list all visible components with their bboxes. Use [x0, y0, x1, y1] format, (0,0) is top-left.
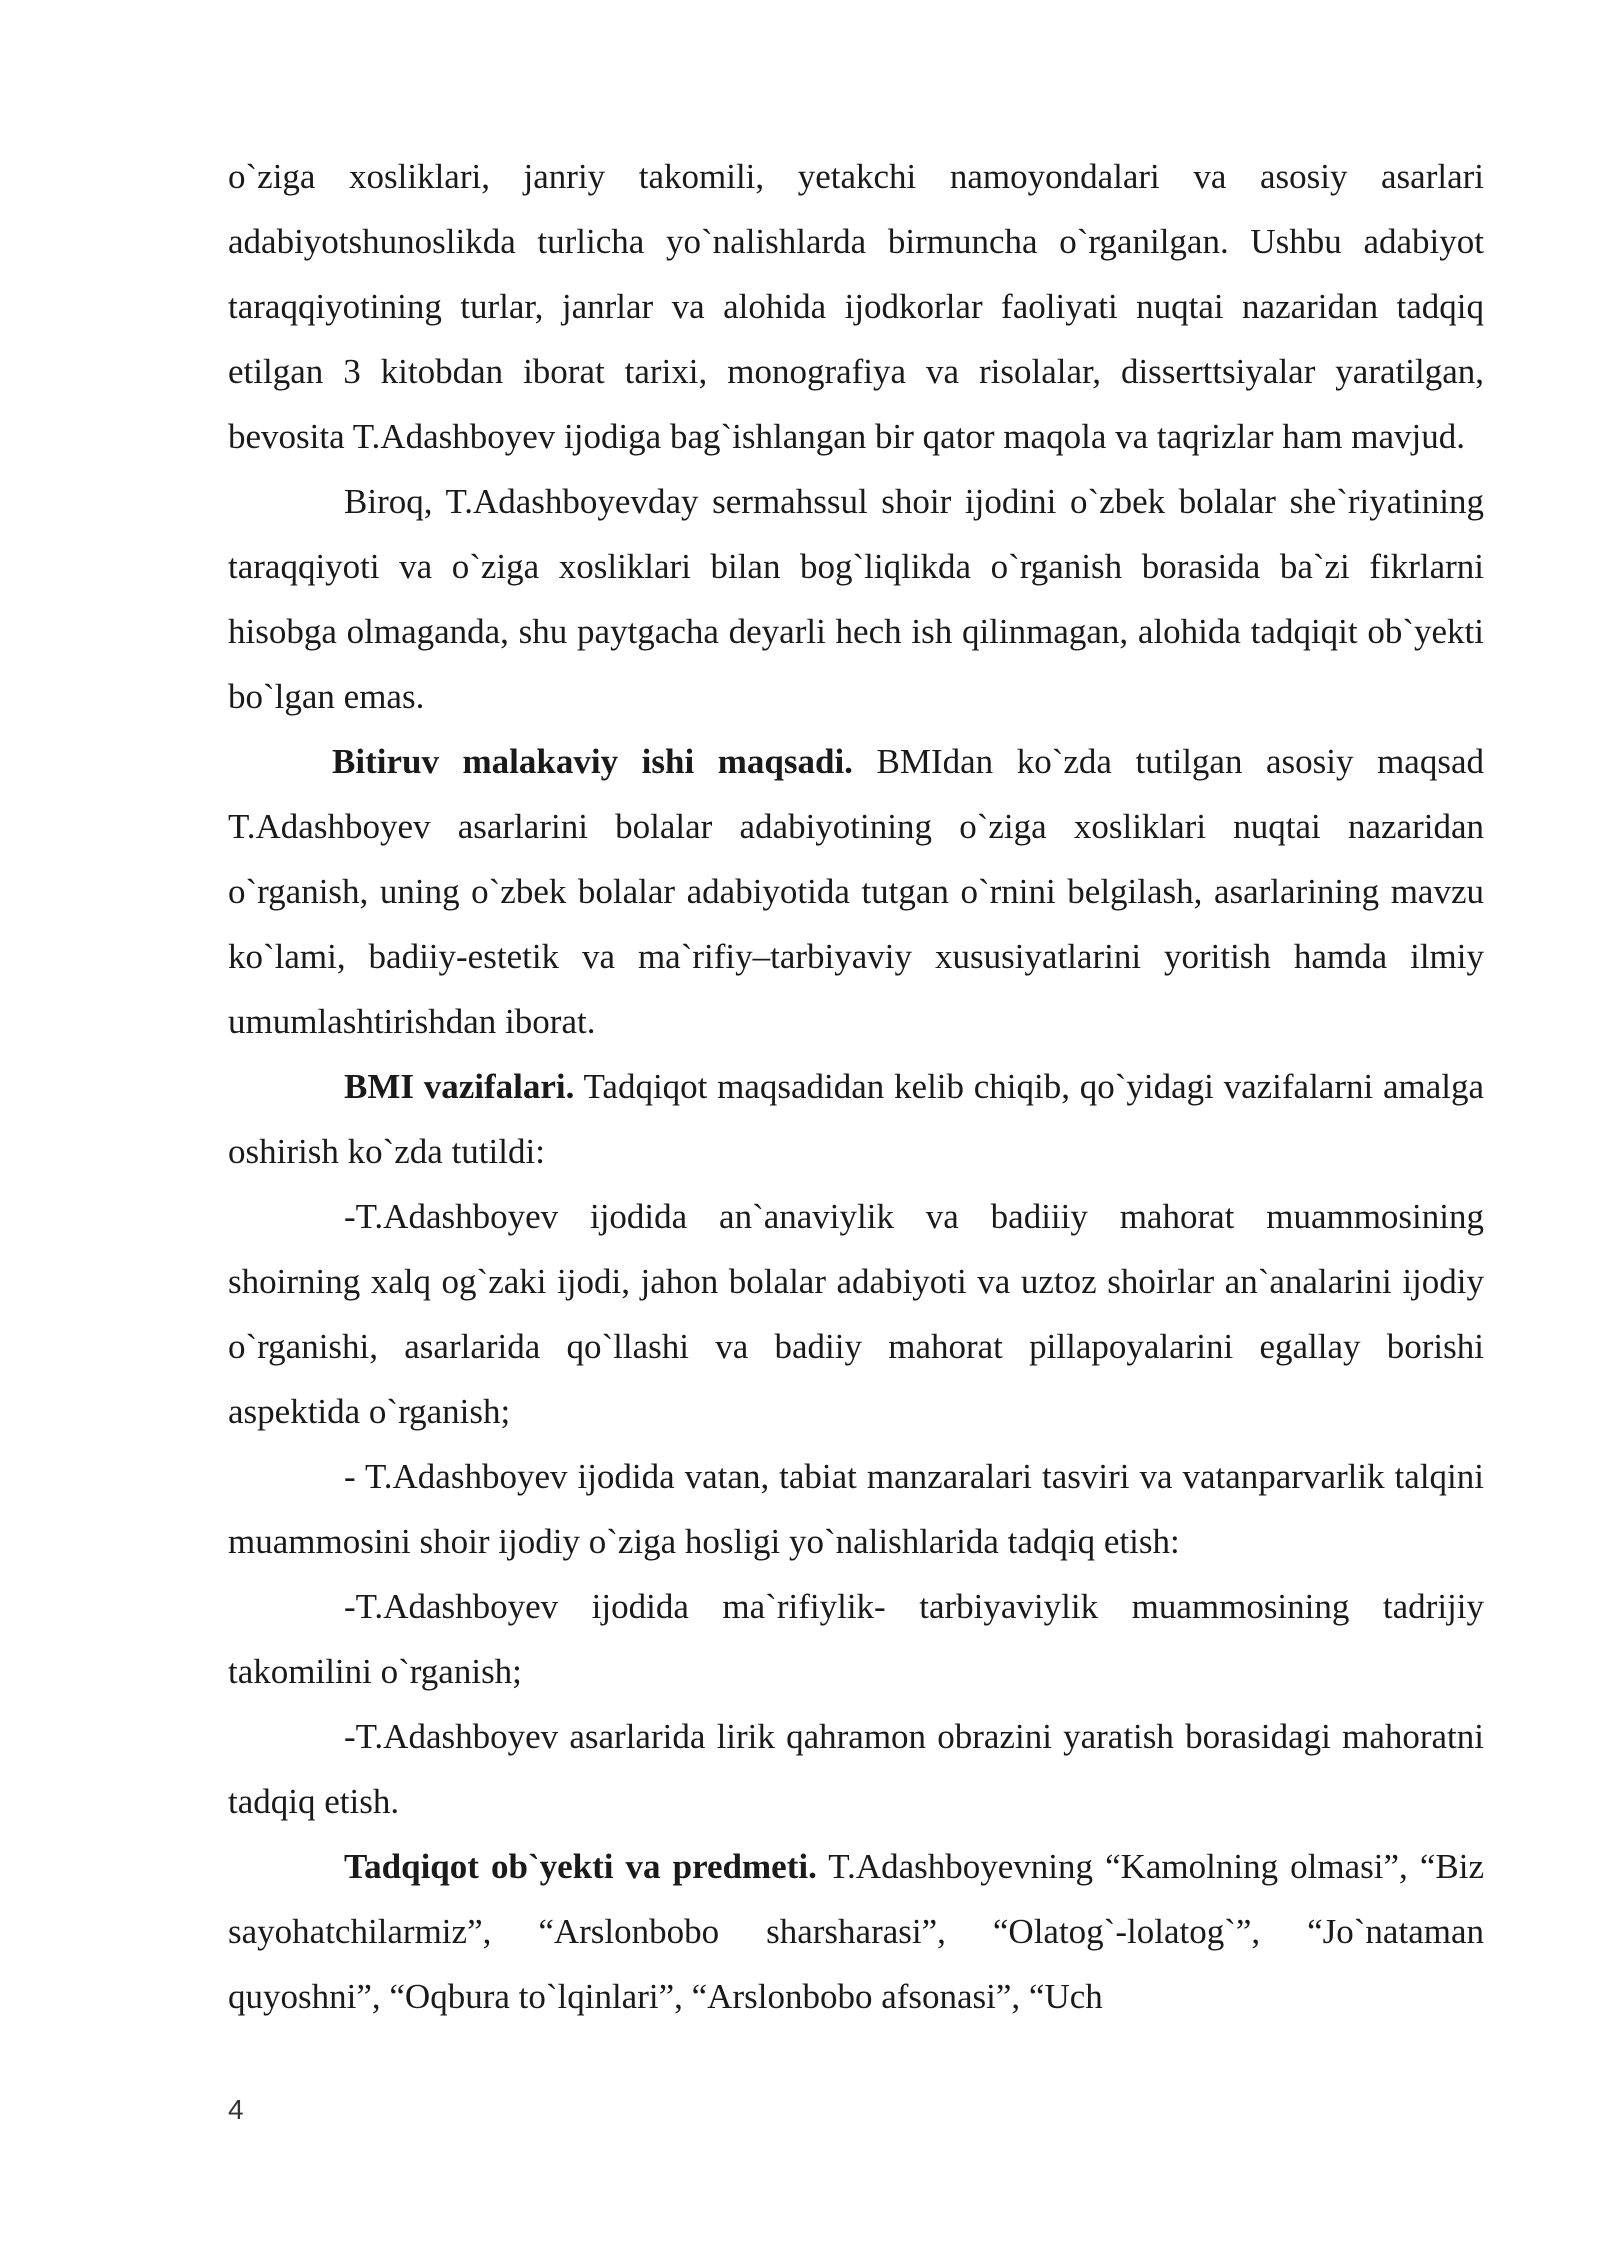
paragraph-obyekt — [228, 1834, 1484, 2029]
section-heading-obyekt: Tadqiqot ob`yekti va predmeti. — [344, 1847, 817, 1886]
section-heading-vazifalar: BMI vazifalari. — [344, 1067, 575, 1106]
paragraph-text: o`ziga xosliklari, janriy takomili, yetakchi namoyondalari va asosiy asarlari adabiyotshunoslikda turlicha yo`nalishlarda birmuncha o`rganilgan. Ushbu adabiyot taraqqiyotining turlar, janrlar va alohida ijodkorlar faoliyati nuqtai nazaridan tadqiq etilgan 3 kitobdan iborat tarixi, monografiya va risolalar, disserttsiyalar yaratilgan, bevosita T.Adashboyev ijodiga bag`ishlangan bir qator maqola va taqrizlar ham mavjud. — [228, 157, 1484, 456]
page-number: 4 — [228, 2094, 244, 2125]
paragraph-text: -T.Adashboyev ijodida ma`rifiylik- tarbiyaviylik muammosining tadrijiy takomilini o`rganish; — [228, 1587, 1484, 1691]
paragraph-maqsad — [228, 729, 1484, 1054]
paragraph-text: T.Adashboyevning “Kamolning olmasi”, “Biz sayohatchilarmiz”, “Arslonbobo sharsharasi”, “Olatog`-lolatog`”, “Jo`nataman quyoshni”, “Oqbura to`lqinlari”, “Arslonbobo afsonasi”, “Uch — [228, 1847, 1484, 2016]
paragraph-text: - T.Adashboyev ijodida vatan, tabiat manzaralari tasviri va vatanparvarlik talqini muammosini shoir ijodiy o`ziga hosligi yo`nalishlarida tadqiq etish: — [228, 1457, 1484, 1561]
task-item-4 — [228, 1704, 1484, 1834]
paragraph-text: BMIdan ko`zda tutilgan asosiy maqsad T.Adashboyev asarlarini bolalar adabiyotining o`ziga xosliklari nuqtai nazaridan o`rganish, uning o`zbek bolalar adabiyotida tutgan o`rnini belgilash, asarlarining mavzu ko`lami, badiiy-estetik va ma`rifiy–tarbiyaviy xususiyatlarini yoritish hamda ilmiy umumlashtirishdan iborat. — [228, 742, 1484, 1041]
task-item-3 — [228, 1574, 1484, 1704]
section-heading-maqsad: Bitiruv malakaviy ishi maqsadi. — [332, 742, 853, 781]
paragraph-intro — [228, 144, 1484, 469]
paragraph-text: Tadqiqot maqsadidan kelib chiqib, qo`yidagi vazifalarni amalga oshirish ko`zda tutildi: — [228, 1067, 1484, 1171]
task-item-2 — [228, 1444, 1484, 1574]
paragraph-text: -T.Adashboyev ijodida an`anaviylik va badiiiy mahorat muammosining shoirning xalq og`zaki ijodi, jahon bolalar adabiyoti va uztoz shoirlar an`analarini ijodiy o`rganishi, asarlarida qo`llashi va badiiy mahorat pillapoyalarini egallay borishi aspektida o`rganish; — [228, 1197, 1484, 1431]
paragraph-biroq — [228, 469, 1484, 729]
paragraph-text: -T.Adashboyev asarlarida lirik qahramon obrazini yaratish borasidagi mahoratni tadqiq etish. — [228, 1717, 1484, 1821]
task-item-1 — [228, 1184, 1484, 1444]
document-body — [228, 144, 1484, 2029]
paragraph-text: Biroq, T.Adashboyevday sermahssul shoir ijodini o`zbek bolalar she`riyatining taraqqiyoti va o`ziga xosliklari bilan bog`liqlikda o`rganish borasida ba`zi fikrlarni hisobga olmaganda, shu paytgacha deyarli hech ish qilinmagan, alohida tadqiqit ob`yekti bo`lgan emas. — [228, 482, 1484, 716]
paragraph-vazifalar — [228, 1054, 1484, 1184]
